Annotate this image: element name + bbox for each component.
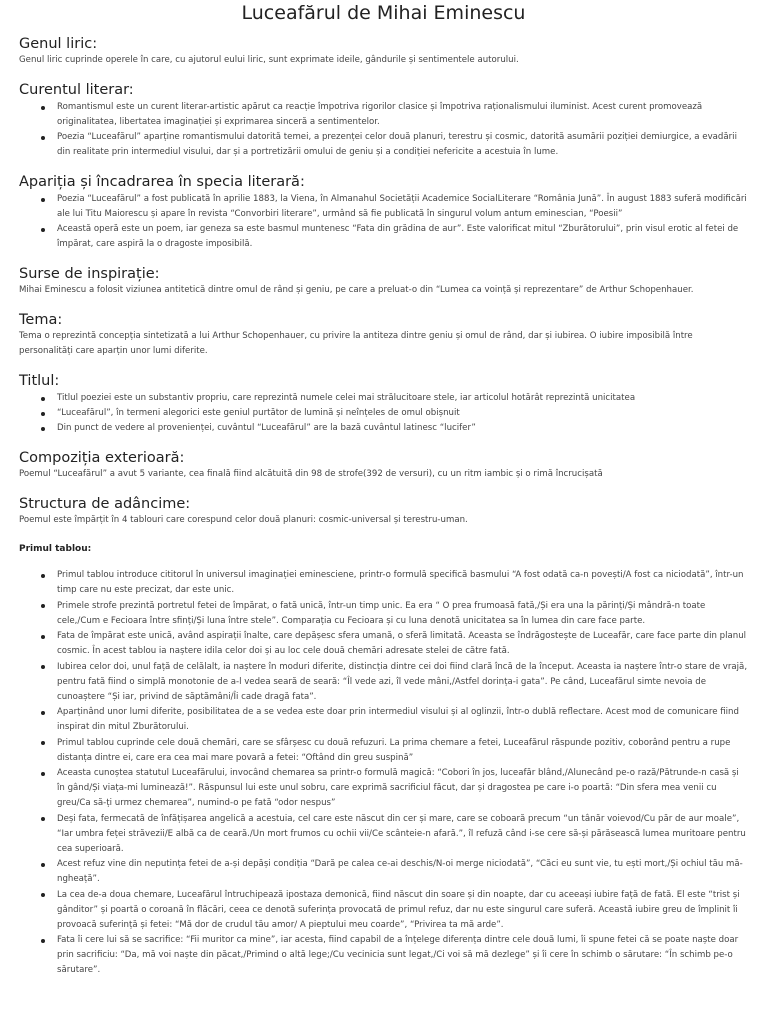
list-item: Romantismul este un curent literar-artistic apărut ca reacție împotriva rigorilor clasice și împotriva raționalismului iluminist. Acest curent promovează originalitatea, libertatea imaginației și exprimarea sinceră a sentimentelor.: [57, 100, 748, 130]
list-item: Primul tablou cuprinde cele două chemări, care se sfârșesc cu două refuzuri. La prima chemare a fetei, Luceafărul răspunde pozitiv, coborând pentru a rupe distanța dintre ei, care era cea mai mare povară a fetei: “Oftând din greu suspină”: [57, 736, 748, 766]
section-text: Poemul “Luceafărul” a avut 5 variante, cea finală fiind alcătuită din 98 de strofe(392 de versuri), cu un ritm iambic și o rimă încrucișată: [19, 469, 603, 479]
section-text: Mihai Eminescu a folosit viziunea antitetică dintre omul de rând și geniu, pe care a preluat-o din “Lumea ca voință și reprezentare” de Arthur Schopenhauer.: [19, 285, 694, 295]
section-titlul: [19, 373, 748, 436]
page-title: Luceafărul de Mihai Eminescu: [241, 2, 526, 24]
section-heading: Tema:: [19, 312, 63, 328]
section-heading: Titlul:: [19, 373, 60, 389]
section-heading: Apariția și încadrarea în specia literară:: [19, 174, 305, 190]
section-text: Poemul este împărțit în 4 tablouri care corespund celor două planuri: cosmic-universal și terestru-uman.: [19, 515, 468, 525]
bullet-list: [19, 100, 748, 160]
list-item: Această operă este un poem, iar geneza sa este basmul muntenesc “Fata din grădina de aur”. Este valorificat mitul “Zburătorului”, prin visul erotic al fetei de împărat, care aspiră la o dragoste imposibilă.: [57, 222, 748, 252]
section-heading: Compoziția exterioară:: [19, 450, 185, 466]
list-item: Poezia “Luceafărul” a fost publicată în aprilie 1883, la Viena, în Almanahul Societății Academice SocialLiterare “România Jună”. În august 1883 suferă modificări ale lui Titu Maiorescu și apare în revista “Convorbiri literare”, urmând să fie publicată în singurul volum antum eminescian, “Poesii”: [57, 192, 748, 222]
bullet-list: [19, 192, 748, 252]
section-heading: Structura de adâncime:: [19, 496, 191, 512]
list-item: “Luceafărul”, în termeni alegorici este geniul purtător de lumină și neînțeles de omul obișnuit: [57, 406, 748, 421]
section-compozitia: [19, 450, 748, 482]
list-item: Din punct de vedere al provenienței, cuvântul “Luceafărul” are la bază cuvântul latinesc “lucifer”: [57, 421, 748, 436]
list-item: Deși fata, fermecată de înfățișarea angelică a acestuia, cel care este născut din cer și mare, care se coboară precum “un tânăr voievod/Cu păr de aur moale”, “Iar umbra feței străvezii/E albă ca de ceară./Un mort frumos cu ochii vii/Ce scânteie-n afară.”, îl refuză când i-se cere să-și părăsească lumea muritoare pentru cea superioară.: [57, 812, 748, 857]
list-item: Poezia “Luceafărul” aparține romantismului datorită temei, a prezenței celor două planuri, terestru și cosmic, datorită asumării poziției demiurgice, a evadării din realitate prin intermediul visului, dar și a portretizării omului de geniu și a condiției nefericite a acestuia în lume.: [57, 130, 748, 160]
section-text: Tema o reprezintă concepția sintetizată a lui Arthur Schopenhauer, cu privire la antiteza dintre geniu și omul de rând, dar și iubirea. O iubire imposibilă între personalități care aparțin unor lumi diferite.: [19, 331, 693, 356]
list-item: Aparținând unor lumi diferite, posibilitatea de a se vedea este doar prin intermediul visului și al oglinzii, într-o dublă reflectare. Acest mod de comunicare fiind inspirat din mitul Zburătorului.: [57, 705, 748, 735]
bullet-list: [19, 391, 748, 436]
section-gen: [19, 36, 748, 68]
section-aparitia: [19, 174, 748, 252]
section-curent: [19, 82, 748, 160]
section-text: Genul liric cuprinde operele în care, cu ajutorul eului liric, sunt exprimate ideile, gândurile și sentimentele autorului.: [19, 55, 519, 65]
section-surse: [19, 266, 748, 298]
bullet-list: [19, 568, 748, 978]
section-heading: Surse de inspirație:: [19, 266, 160, 282]
list-item: Primul tablou introduce cititorul în universul imaginației eminesciene, printr-o formulă specifică basmului “A fost odată ca-n povești/A fost ca niciodată”, într-un timp care nu este precizat, dar este unic.: [57, 568, 748, 598]
document-page: [0, 2, 768, 978]
section-heading: Curentul literar:: [19, 82, 134, 98]
section-structura: [19, 496, 748, 978]
list-item: Primele strofe prezintă portretul fetei de împărat, o fată unică, într-un timp unic. Ea era “ O prea frumoasă fată,/Și era una la părinți/Și mândră-n toate cele,/Cum e Fecioara între sfinți/Și luna între stele”. Comparația cu Fecioara și cu luna denotă unicitatea sa în lumea din care face parte.: [57, 599, 748, 629]
list-item: Aceasta cunoștea statutul Luceafărului, invocând chemarea sa printr-o formulă magică: “Cobori în jos, luceafăr blând,/Alunecând pe-o rază/Pătrunde-n casă și în gând/Și viața-mi luminează!”. Răspunsul lui este unul sobru, care exprimă sacrificiul făcut, dar și dragostea pe care i-o poartă: “Din sfera mea venii cu greu/Ca să-ți urmez chemarea”, numind-o pe fată “odor nespus”: [57, 766, 748, 811]
section-tema: [19, 312, 748, 359]
subsection-heading: Primul tablou:: [19, 544, 92, 554]
list-item: Acest refuz vine din neputința fetei de a-și depăși condiția “Dară pe calea ce-ai deschis/N-oi merge niciodată”, “Căci eu sunt vie, tu ești mort,/Și ochiul tău mă-ngheață”.: [57, 857, 748, 887]
list-item: Fata de împărat este unică, având aspirații înalte, care depășesc sfera umană, o sferă limitată. Aceasta se îndrăgostește de Luceafăr, care face parte din planul cosmic. În acest tablou ia naștere idila celor doi și au loc cele două chemări adresate stelei de către fată.: [57, 629, 748, 659]
list-item: Iubirea celor doi, unul față de celălalt, ia naștere în moduri diferite, distincția dintre cei doi fiind clară încă de la început. Aceasta ia naștere într-o stare de vrajă, pentru fată fiind o simplă monotonie de a-l vedea seară de seară: “Îl vede azi, îl vede mâni,/Astfel dorința-i gata”. Pe când, Luceafărul simte nevoia de cunoaștere “Și iar, privind de săptămâni/Îi cade dragă fata”.: [57, 660, 748, 705]
section-heading: Genul liric:: [19, 36, 98, 52]
list-item: Titlul poeziei este un substantiv propriu, care reprezintă numele celei mai strălucitoare stele, iar articolul hotărât reprezintă unicitatea: [57, 391, 748, 406]
list-item: Fata îi cere lui să se sacrifice: “Fii muritor ca mine”, iar acesta, fiind capabil de a înțelege diferența dintre cele două lumi, îi spune fetei că se poate naște doar prin sacrificiu: “Da, mă voi naște din păcat,/Primind o altă lege;/Cu vecinicia sunt legat,/Ci voi să mă dezlege” și îi cere în schimb o sărutare: “În schimb pe-o sărutare”.: [57, 933, 748, 978]
list-item: La cea de-a doua chemare, Luceafărul întruchipează ipostaza demonică, fiind născut din soare și din noapte, dar cu aceeași iubire față de fată. El este “trist și gânditor” și poartă o coroană în flăcări, ceea ce denotă suferința provocată de primul refuz, dar nu este singurul care suferă. Această iubire greu de împlinit îi provoacă suferință și fetei: “Mă dor de crudul tău amor/ A pieptului meu coarde”, “Privirea ta mă arde”.: [57, 888, 748, 933]
